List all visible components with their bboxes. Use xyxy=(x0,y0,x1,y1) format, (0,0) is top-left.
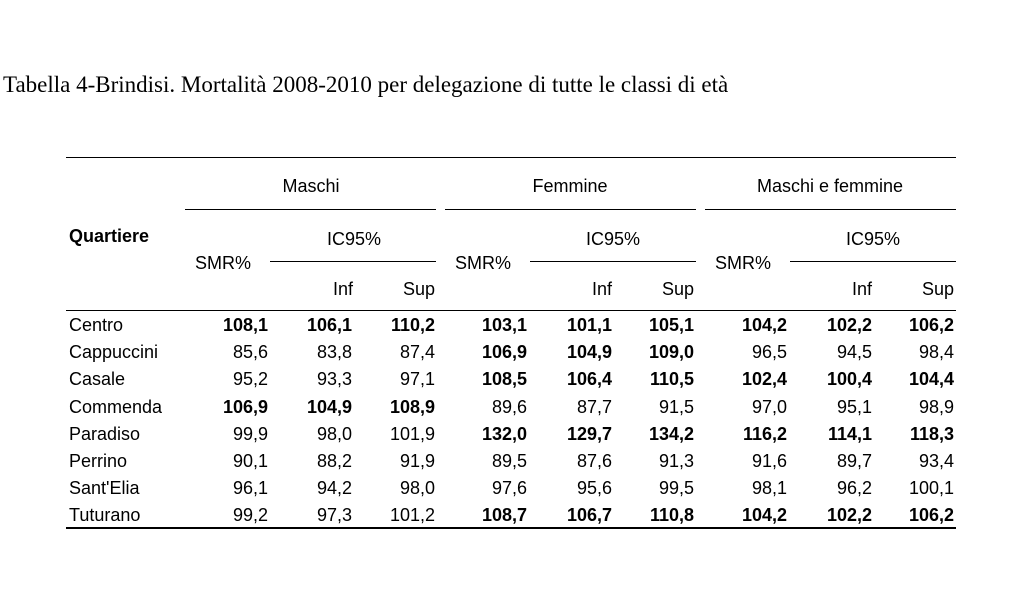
table-cell: 94,5 xyxy=(836,342,872,363)
table-cell: 108,7 xyxy=(481,505,527,526)
smr-header-femmine: SMR% xyxy=(455,253,512,273)
table-cell: 106,9 xyxy=(222,396,268,417)
table-cell: 98,1 xyxy=(751,478,787,499)
table-cell: 96,5 xyxy=(751,342,787,363)
table-cell: 87,4 xyxy=(399,342,435,363)
row-name: Centro xyxy=(69,315,124,335)
table-cell: 102,2 xyxy=(826,505,872,526)
table-cell: 90,1 xyxy=(232,451,268,471)
table-cell: 97,6 xyxy=(491,478,527,499)
table-cell: 104,4 xyxy=(908,369,954,390)
ic95-header-maschi-e-femmine: IC95% xyxy=(845,229,901,249)
table-caption: Tabella 4-Brindisi. Mortalità 2008-2010 per delegazione di tutte le classi di età xyxy=(3,72,729,97)
table-cell: 101,1 xyxy=(566,315,612,335)
smr-header-maschi-e-femmine: SMR% xyxy=(715,253,772,273)
row-name: Perrino xyxy=(69,451,128,471)
table-cell: 99,2 xyxy=(232,505,268,526)
table-cell: 106,4 xyxy=(566,369,612,390)
table-cell: 96,1 xyxy=(232,478,268,499)
table-cell: 106,1 xyxy=(306,315,352,335)
table-cell: 85,6 xyxy=(232,342,268,363)
table-cell: 89,7 xyxy=(836,451,872,471)
inf-header-maschi: Inf xyxy=(332,279,353,299)
table-cell: 93,3 xyxy=(316,369,352,390)
table-cell: 101,9 xyxy=(389,423,435,444)
table-cell: 97,1 xyxy=(399,369,435,390)
table-cell: 96,2 xyxy=(836,478,872,499)
table-cell: 105,1 xyxy=(648,315,694,335)
row-name: Cappuccini xyxy=(69,342,159,363)
table-cell: 132,0 xyxy=(481,423,527,444)
row-header-quartiere: Quartiere xyxy=(69,226,150,246)
table-cell: 129,7 xyxy=(566,423,612,444)
group-header-maschi-e-femmine: Maschi e femmine xyxy=(756,176,904,196)
row-name: Tuturano xyxy=(69,505,141,526)
inf-header-femmine: Inf xyxy=(591,279,612,299)
table-cell: 104,9 xyxy=(566,342,612,363)
table-cell: 102,4 xyxy=(741,369,787,390)
table-cell: 110,2 xyxy=(390,315,435,335)
table-top-rule xyxy=(66,157,956,158)
table-cell: 91,6 xyxy=(751,451,787,471)
group-header-femmine: Femmine xyxy=(532,176,608,196)
group-header-maschi: Maschi xyxy=(282,176,340,196)
group-rule-maschi xyxy=(185,209,436,210)
table-cell: 102,2 xyxy=(826,315,872,335)
table-cell: 109,0 xyxy=(648,342,694,363)
ic-rule-maschi xyxy=(270,261,436,262)
ic-rule-maschi-e-femmine xyxy=(790,261,956,262)
table-cell: 91,5 xyxy=(658,396,694,417)
table-cell: 108,9 xyxy=(389,396,435,417)
table-cell: 104,2 xyxy=(741,315,787,335)
sup-header-maschi-e-femmine: Sup xyxy=(921,279,954,299)
row-name: Sant'Elia xyxy=(69,478,140,499)
table-cell: 97,3 xyxy=(316,505,352,526)
group-rule-maschi-e-femmine xyxy=(705,209,956,210)
table-cell: 98,0 xyxy=(316,423,352,444)
table-cell: 91,9 xyxy=(399,451,435,471)
table-cell: 89,5 xyxy=(491,451,527,471)
table-cell: 100,1 xyxy=(908,478,954,499)
table-cell: 97,0 xyxy=(751,396,787,417)
ic95-header-femmine: IC95% xyxy=(585,229,641,249)
table-cell: 95,1 xyxy=(836,396,872,417)
table-cell: 108,5 xyxy=(481,369,527,390)
table-bottom-rule xyxy=(66,527,956,529)
table-cell: 88,2 xyxy=(316,451,352,471)
smr-header-maschi: SMR% xyxy=(195,253,252,273)
table-cell: 87,7 xyxy=(576,396,612,417)
row-name: Casale xyxy=(69,369,126,390)
table-cell: 83,8 xyxy=(316,342,352,363)
table-cell: 106,9 xyxy=(481,342,527,363)
table-cell: 93,4 xyxy=(918,451,954,471)
ic95-header-maschi: IC95% xyxy=(326,229,382,249)
table-cell: 110,5 xyxy=(649,369,694,390)
table-cell: 108,1 xyxy=(222,315,268,335)
table-cell: 106,7 xyxy=(566,505,612,526)
table-cell: 98,0 xyxy=(399,478,435,499)
table-cell: 94,2 xyxy=(316,478,352,499)
table-cell: 106,2 xyxy=(908,315,954,335)
table-cell: 98,9 xyxy=(918,396,954,417)
table-cell: 103,1 xyxy=(481,315,527,335)
table-cell: 134,2 xyxy=(648,423,694,444)
table-cell: 104,9 xyxy=(306,396,352,417)
sup-header-maschi: Sup xyxy=(402,279,435,299)
table-cell: 99,9 xyxy=(232,423,268,444)
group-rule-femmine xyxy=(445,209,696,210)
table-cell: 95,6 xyxy=(576,478,612,499)
inf-header-maschi-e-femmine: Inf xyxy=(851,279,872,299)
ic-rule-femmine xyxy=(530,261,696,262)
table-cell: 91,3 xyxy=(658,451,694,471)
row-name: Paradiso xyxy=(69,423,141,444)
table-cell: 101,2 xyxy=(389,505,435,526)
table-cell: 87,6 xyxy=(576,451,612,471)
row-name: Commenda xyxy=(69,396,163,417)
table-cell: 95,2 xyxy=(232,369,268,390)
table-cell: 99,5 xyxy=(658,478,694,499)
table-cell: 89,6 xyxy=(491,396,527,417)
table-cell: 114,1 xyxy=(827,423,872,444)
table-cell: 100,4 xyxy=(826,369,872,390)
table-header-bottom-rule xyxy=(66,310,956,311)
sup-header-femmine: Sup xyxy=(661,279,694,299)
table-cell: 110,8 xyxy=(649,505,694,526)
table-cell: 98,4 xyxy=(918,342,954,363)
table-cell: 104,2 xyxy=(741,505,787,526)
table-cell: 118,3 xyxy=(909,423,954,444)
table-cell: 116,2 xyxy=(742,423,787,444)
table-cell: 106,2 xyxy=(908,505,954,526)
